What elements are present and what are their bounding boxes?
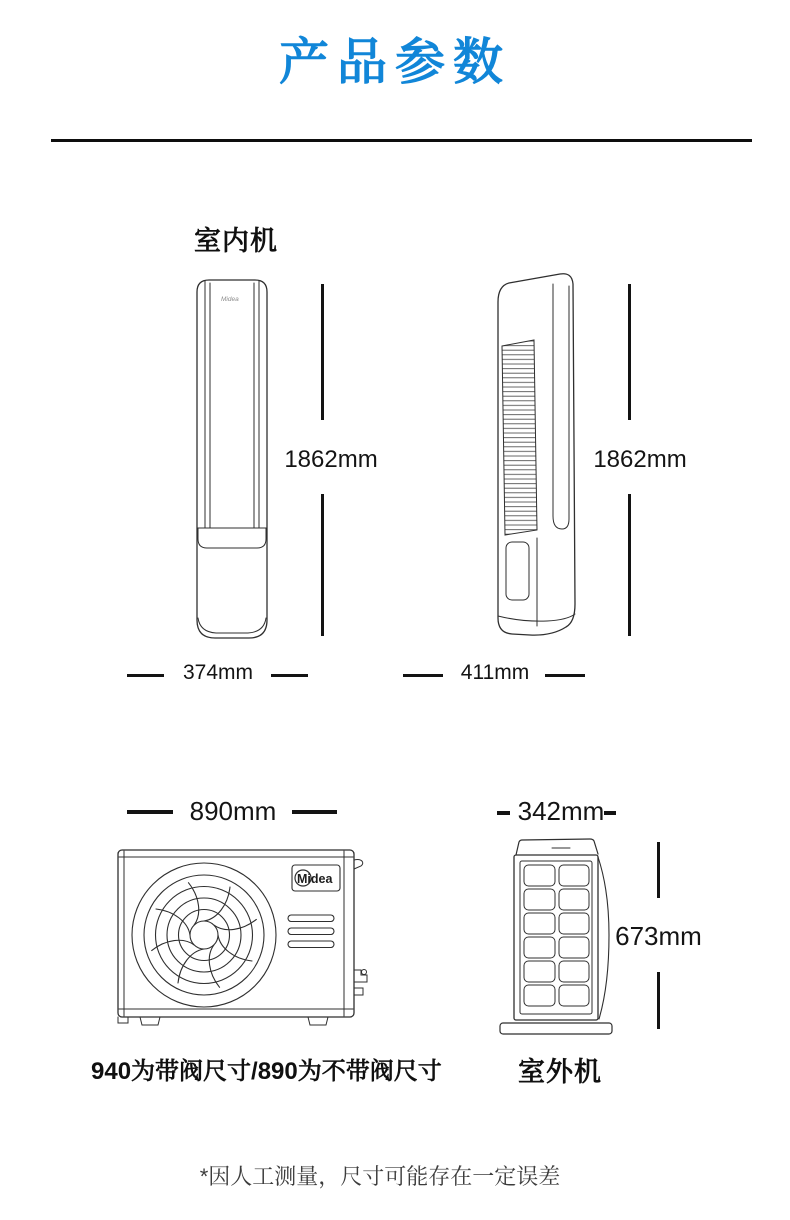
- indoor-height-label-front: 1862mm: [284, 446, 378, 473]
- indoor-section-label: 室内机: [194, 226, 278, 256]
- indoor-unit-side-drawing: [492, 270, 584, 642]
- dim-dash-left: [127, 810, 173, 814]
- outdoor-front-feet: [118, 1017, 328, 1025]
- outdoor-side-top-cap: [516, 839, 598, 855]
- outdoor-side-base: [500, 1023, 612, 1034]
- indoor-unit-front-drawing: [192, 276, 272, 642]
- midea-logo-small: Midea: [221, 296, 239, 303]
- indoor-front-panel-lines: [205, 281, 259, 528]
- outdoor-front-top-tab: [354, 860, 363, 869]
- indoor-front-band-bottom: [198, 528, 266, 548]
- indoor-depth-label: 411mm: [460, 661, 530, 684]
- dim-dash-right: [292, 810, 337, 814]
- divider-line: [51, 139, 752, 142]
- outdoor-front-pipe-cap: [362, 970, 367, 975]
- dim-dash-right: [604, 811, 616, 815]
- indoor-width-label: 374mm: [182, 661, 254, 684]
- dim-line-bottom: [657, 972, 660, 1029]
- dim-dash-left: [403, 674, 443, 677]
- outdoor-section-label: 室外机: [518, 1057, 602, 1087]
- outdoor-side-grid: [524, 865, 589, 1006]
- fan-grille: [132, 863, 276, 1007]
- dim-line-top: [321, 284, 324, 420]
- indoor-front-outline: [197, 280, 267, 638]
- page-title: 产品参数: [279, 34, 511, 90]
- midea-logo-text: Midea: [297, 872, 333, 886]
- outdoor-depth-label: 342mm: [517, 796, 605, 826]
- dim-dash-left: [127, 674, 164, 677]
- dim-line-top: [628, 284, 631, 420]
- outdoor-width-label: 890mm: [189, 796, 277, 826]
- outdoor-height-label: 673mm: [615, 921, 702, 951]
- dim-dash-left: [497, 811, 510, 815]
- outdoor-front-pipe-fittings: [354, 970, 367, 995]
- dim-dash-right: [271, 674, 308, 677]
- dim-line-bottom: [321, 494, 324, 636]
- footer-disclaimer: *因人工测量，尺寸可能存在一定误差: [199, 1164, 561, 1189]
- dim-line-top: [657, 842, 660, 898]
- valve-size-note: 940为带阀尺寸/890为不带阀尺寸: [91, 1058, 442, 1085]
- indoor-height-label-side: 1862mm: [593, 446, 687, 473]
- indoor-side-lower-panel: [506, 542, 529, 600]
- outdoor-vent-slats: [288, 915, 334, 948]
- indoor-side-panel-line: [553, 284, 569, 529]
- indoor-side-grille: [502, 340, 537, 535]
- indoor-front-base-line: [198, 618, 266, 633]
- dim-line-bottom: [628, 494, 631, 636]
- dim-dash-right: [545, 674, 585, 677]
- outdoor-unit-front-drawing: [110, 843, 372, 1035]
